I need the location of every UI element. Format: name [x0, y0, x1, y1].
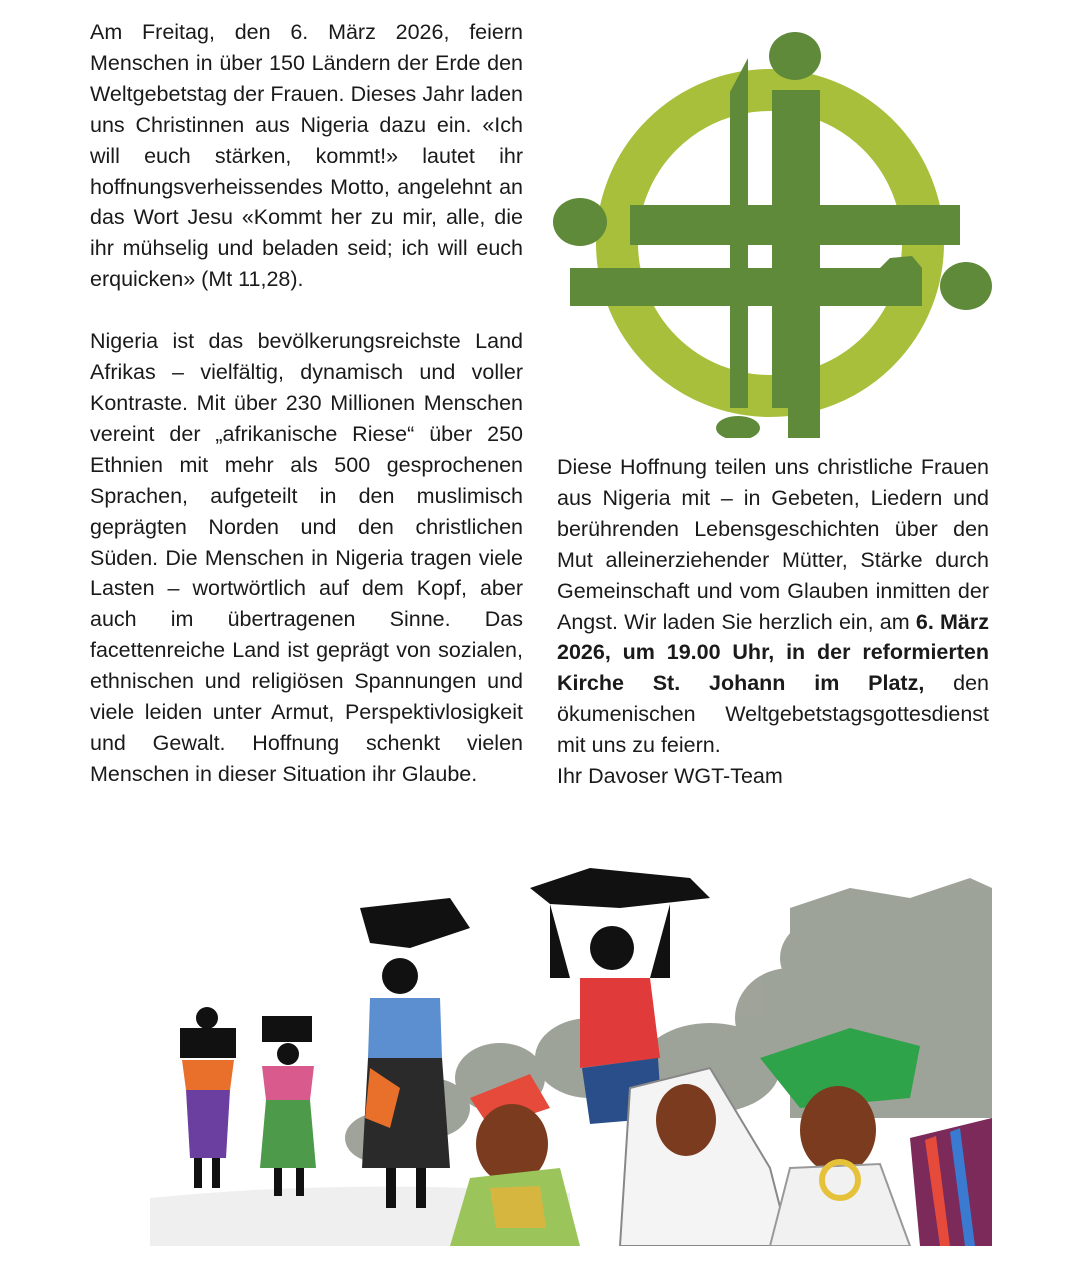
nigerian-women-illustration-icon — [150, 868, 992, 1246]
wgt-cross-logo-icon — [552, 30, 994, 438]
article-right-column — [557, 452, 989, 792]
paragraph-invitation: Diese Hoffnung teilen uns christliche Frauen aus Nigeria mit – in Gebeten, Liedern und berührenden Lebensgeschichten über den Mut alleinerziehender Mütter, Stärke durch Gemeinschaft und vom Glauben inmitten der Angst. Wir laden Sie herzlich ein, am 6. März 2026, um 19.00 Uhr, in der reformierten Kirche St. Johann im Platz, den ökumenischen Weltgebetstagsgottesdienst mit uns zu feiern. — [557, 455, 990, 758]
logo-head-bottom — [716, 416, 760, 438]
article-left-column — [90, 17, 523, 790]
paragraph-intro: Am Freitag, den 6. März 2026, feiern Menschen in über 150 Ländern der Erde den Weltgebetstag der Frauen. Dieses Jahr laden uns Christinnen aus Nigeria dazu ein. «Ich will euch stärken, kommt!» lautet ihr hoffnungsverheissendes Motto, angelehnt an das Wort Jesu «Kommt her zu mir, alle, die ihr mühselig und beladen seid; ich will euch erquicken» (Mt 11,28). — [90, 20, 523, 292]
event-details: 6. März 2026, um 19.00 Uhr, in der reformierten Kirche St. Johann im Platz, — [557, 609, 990, 696]
logo-horizontal-top — [630, 205, 960, 245]
signature: Ihr Davoser WGT-Team — [557, 764, 783, 789]
logo-head-top — [769, 32, 821, 80]
woman-pink-green — [260, 1016, 316, 1196]
logo-horizontal-bottom — [570, 268, 880, 306]
logo-head-left — [553, 198, 607, 246]
logo-vertical-right — [772, 90, 820, 408]
woman-orange-purple — [180, 1007, 236, 1188]
paragraph-nigeria: Nigeria ist das bevölkerungsreichste Land Afrikas – vielfältig, dynamisch und voller Kontraste. Mit über 230 Millionen Menschen vereint der „afrikanische Riese“ über 250 Ethnien mit mehr als 500 gesprochenen Sprachen, aufgeteilt in den muslimisch geprägten Norden und den christlichen Süden. Die Menschen in Nigeria tragen viele Lasten – wortwörtlich auf dem Kopf, aber auch im übertragenen Sinne. Das facettenreiche Land ist geprägt von sozialen, ethnischen und religiösen Spannungen und viele leiden unter Armut, Perspektivlosigkeit und Gewalt. Hoffnung schenkt vielen Menschen in dieser Situation ihr Glaube. — [90, 329, 523, 786]
logo-head-right — [940, 262, 992, 310]
woman-blue — [360, 898, 470, 1208]
